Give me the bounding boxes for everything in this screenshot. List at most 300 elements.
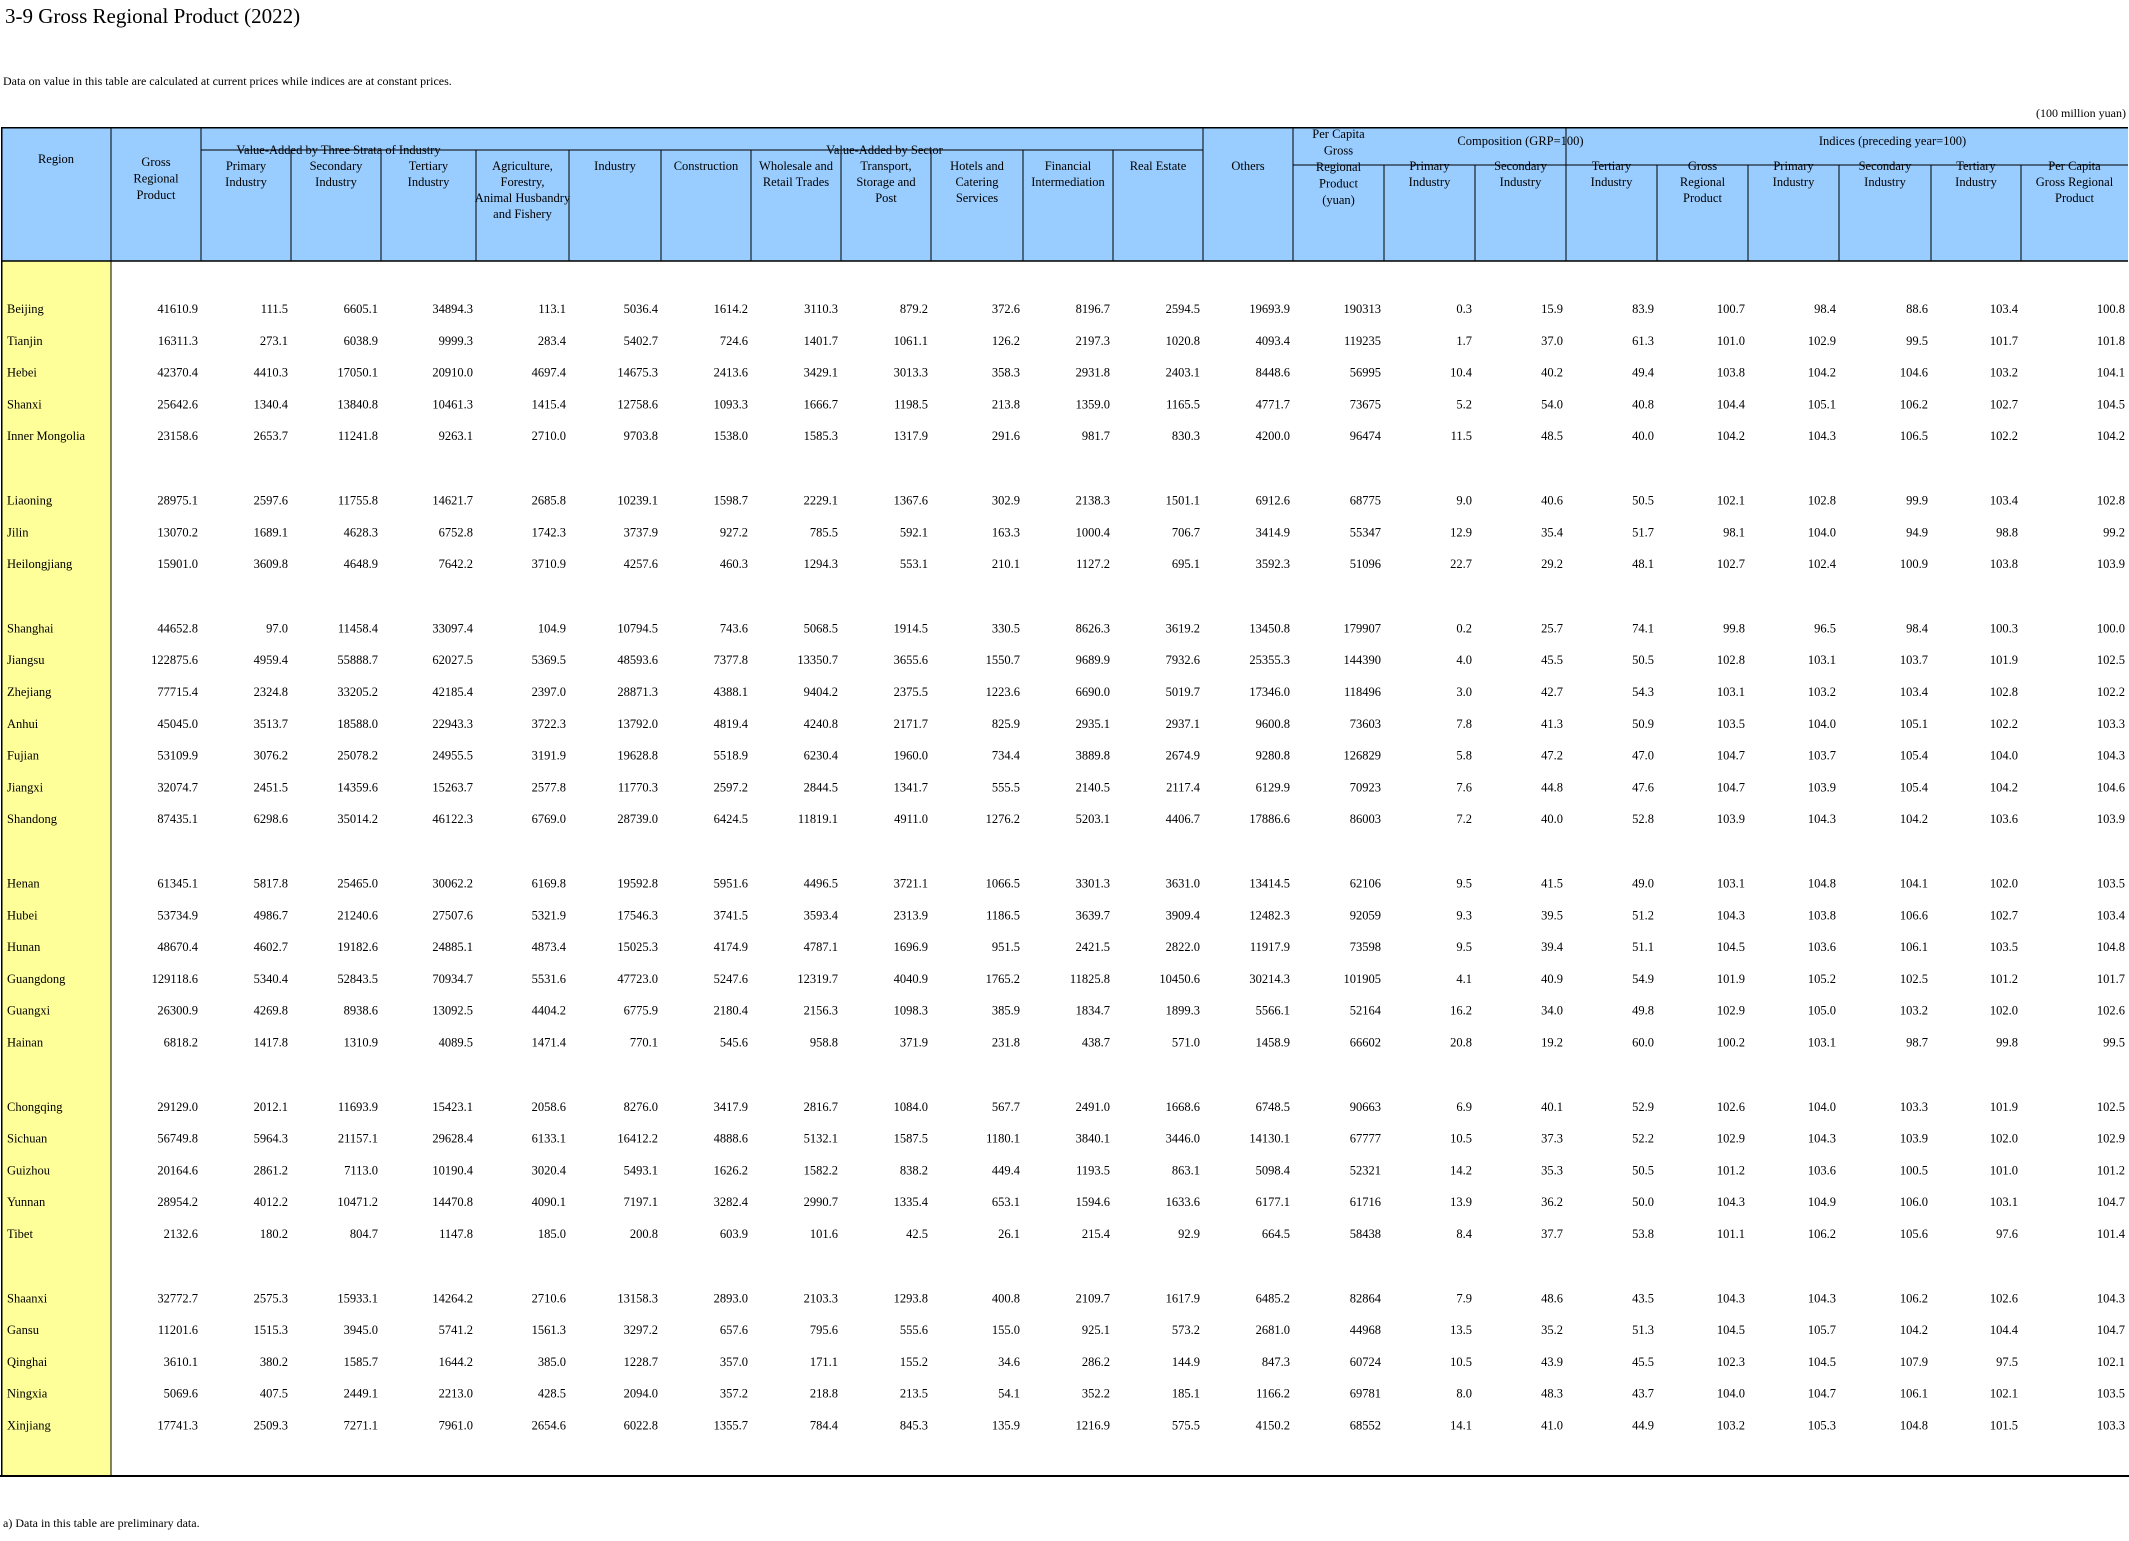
- header-by-sector: Value-Added by Sector: [826, 143, 943, 157]
- table-cell: 2654.6: [531, 1418, 566, 1433]
- table-cell: 15901.0: [157, 557, 198, 572]
- table-cell: 2822.0: [1165, 940, 1200, 955]
- table-cell: 1587.5: [893, 1131, 928, 1146]
- table-cell: 103.5: [1716, 716, 1745, 731]
- table-cell: 4200.0: [1255, 429, 1290, 444]
- table-cell: 104.6: [1899, 365, 1928, 380]
- region-name: Xinjiang: [7, 1418, 51, 1433]
- table-cell: 39.5: [1541, 908, 1563, 923]
- table-cell: 19693.9: [1249, 302, 1290, 316]
- table-cell: 101.9: [1989, 1099, 2018, 1114]
- table-cell: 5817.8: [253, 876, 288, 891]
- header-sector-col: Animal Husbandry: [474, 191, 571, 205]
- table-cell: 99.2: [2103, 525, 2125, 540]
- table-cell: 98.1: [1723, 525, 1745, 540]
- table-cell: 106.1: [1899, 940, 1928, 955]
- table-cell: 11825.8: [1069, 971, 1110, 986]
- region-name: Jilin: [7, 525, 29, 540]
- table-cell: 603.9: [719, 1227, 748, 1241]
- table-cell: 62027.5: [432, 653, 473, 668]
- table-cell: 29628.4: [432, 1131, 473, 1146]
- table-cell: 6129.9: [1255, 780, 1290, 795]
- table-cell: 103.4: [1989, 493, 2018, 508]
- table-cell: 2171.7: [893, 716, 928, 731]
- table-cell: 2681.0: [1255, 1323, 1290, 1338]
- table-cell: 4388.1: [713, 685, 748, 699]
- header-indices: Indices (preceding year=100): [1818, 134, 1967, 148]
- table-cell: 845.3: [899, 1418, 928, 1433]
- table-cell: 102.2: [2096, 685, 2125, 699]
- table-note: Data on value in this table are calculated at current prices while indices are at constant prices.: [3, 74, 452, 88]
- table-cell: 13350.7: [797, 653, 838, 668]
- table-cell: 2397.0: [531, 685, 566, 699]
- table-cell: 26300.9: [157, 1003, 198, 1018]
- table-cell: 101.2: [2096, 1163, 2125, 1178]
- table-cell: 1093.3: [713, 397, 748, 412]
- table-cell: 104.7: [1807, 1386, 1836, 1401]
- table-cell: 14264.2: [432, 1291, 473, 1306]
- table-cell: 7.2: [1456, 812, 1472, 827]
- table-cell: 6169.8: [531, 876, 566, 891]
- table-cell: 1228.7: [623, 1354, 658, 1369]
- table-cell: 104.0: [1807, 716, 1836, 731]
- header-per-capita-grp: Regional: [1315, 160, 1362, 174]
- table-cell: 103.4: [1989, 302, 2018, 316]
- region-name: Fujian: [7, 748, 39, 763]
- table-cell: 357.0: [719, 1354, 748, 1369]
- footnote: a) Data in this table are preliminary data.: [3, 1516, 200, 1530]
- table-cell: 102.5: [2096, 653, 2125, 668]
- table-cell: 10450.6: [1159, 971, 1200, 986]
- table-cell: 1417.8: [253, 1035, 288, 1050]
- table-cell: 102.2: [1989, 716, 2018, 731]
- table-cell: 48.6: [1541, 1291, 1563, 1306]
- table-cell: 0.2: [1456, 621, 1472, 636]
- table-cell: 1834.7: [1075, 1003, 1110, 1018]
- table-cell: 784.4: [809, 1418, 838, 1433]
- table-cell: 48.5: [1541, 429, 1563, 444]
- table-cell: 3737.9: [623, 525, 658, 540]
- table-cell: 70934.7: [432, 971, 473, 986]
- table-cell: 4628.3: [343, 525, 378, 540]
- table-cell: 61.3: [1632, 333, 1654, 348]
- table-cell: 30214.3: [1249, 971, 1290, 986]
- table-cell: 734.4: [991, 748, 1020, 763]
- table-cell: 5951.6: [713, 876, 748, 891]
- table-cell: 13840.8: [337, 397, 378, 412]
- table-cell: 104.3: [1716, 1195, 1745, 1210]
- header-per-capita-grp: Per Capita: [1312, 127, 1365, 141]
- table-cell: 785.5: [809, 525, 838, 540]
- table-cell: 104.1: [2096, 365, 2125, 380]
- table-cell: 5247.6: [713, 971, 748, 986]
- table-cell: 13.9: [1450, 1195, 1472, 1210]
- table-cell: 104.3: [2096, 748, 2125, 763]
- table-cell: 7932.6: [1165, 653, 1200, 668]
- table-cell: 6424.5: [713, 812, 748, 827]
- table-cell: 103.1: [1807, 653, 1836, 668]
- table-cell: 1614.2: [713, 302, 748, 316]
- table-cell: 135.9: [991, 1418, 1020, 1433]
- table-cell: 113.1: [538, 302, 566, 316]
- table-cell: 1742.3: [531, 525, 566, 540]
- table-cell: 87435.1: [157, 812, 198, 827]
- table-cell: 103.8: [1716, 365, 1745, 380]
- table-cell: 101.6: [809, 1227, 838, 1241]
- table-cell: 155.2: [899, 1354, 928, 1369]
- header-sector-col: Agriculture,: [492, 159, 553, 173]
- table-cell: 58438: [1349, 1227, 1381, 1241]
- table-cell: 1198.5: [894, 397, 928, 412]
- table-cell: 545.6: [719, 1035, 748, 1050]
- table-cell: 11819.1: [797, 812, 838, 827]
- table-cell: 925.1: [1081, 1323, 1110, 1338]
- table-cell: 1293.8: [893, 1291, 928, 1306]
- table-cell: 4410.3: [253, 365, 288, 380]
- table-cell: 2138.3: [1075, 493, 1110, 508]
- table-cell: 99.5: [2103, 1035, 2125, 1050]
- table-cell: 53.8: [1632, 1227, 1654, 1241]
- table-cell: 1550.7: [985, 653, 1020, 668]
- table-cell: 10.5: [1450, 1131, 1472, 1146]
- table-cell: 428.5: [537, 1386, 566, 1401]
- table-cell: 48593.6: [617, 653, 658, 668]
- table-cell: 104.2: [1899, 812, 1928, 827]
- table-cell: 35.2: [1541, 1323, 1563, 1338]
- table-cell: 98.7: [1906, 1035, 1928, 1050]
- table-cell: 104.7: [2096, 1323, 2125, 1338]
- table-cell: 13792.0: [617, 716, 658, 731]
- header-index-col: Regional: [1679, 175, 1726, 189]
- table-cell: 6769.0: [531, 812, 566, 827]
- table-cell: 5203.1: [1075, 812, 1110, 827]
- table-cell: 5036.4: [623, 302, 658, 316]
- table-cell: 4771.7: [1255, 397, 1290, 412]
- table-cell: 4257.6: [623, 557, 658, 572]
- table-cell: 180.2: [259, 1227, 288, 1241]
- table-cell: 24885.1: [432, 940, 473, 955]
- region-name: Tianjin: [7, 333, 43, 348]
- table-cell: 1180.1: [986, 1131, 1020, 1146]
- table-cell: 1084.0: [893, 1099, 928, 1114]
- header-composition-col: Industry: [1408, 175, 1451, 189]
- table-cell: 9999.3: [438, 333, 473, 348]
- table-cell: 371.9: [899, 1035, 928, 1050]
- table-cell: 50.5: [1632, 1163, 1654, 1178]
- table-cell: 104.3: [1716, 1291, 1745, 1306]
- header-sector-col: Catering: [955, 175, 999, 189]
- table-cell: 1538.0: [713, 429, 748, 444]
- table-cell: 5964.3: [253, 1131, 288, 1146]
- table-cell: 41.0: [1541, 1418, 1563, 1433]
- table-cell: 98.4: [1906, 621, 1928, 636]
- header-sector-col: Construction: [673, 159, 739, 173]
- table-cell: 47.0: [1632, 748, 1654, 763]
- table-cell: 1617.9: [1165, 1291, 1200, 1306]
- table-bottom-rule: [0, 1475, 2129, 1477]
- table-cell: 10.4: [1450, 365, 1472, 380]
- table-cell: 200.8: [629, 1227, 658, 1241]
- table-cell: 104.0: [1807, 525, 1836, 540]
- table-cell: 2421.5: [1075, 940, 1110, 955]
- region-name: Guangdong: [7, 971, 66, 986]
- table-cell: 9404.2: [803, 685, 838, 699]
- table-cell: 15025.3: [617, 940, 658, 955]
- table-cell: 19628.8: [617, 748, 658, 763]
- table-cell: 6038.9: [343, 333, 378, 348]
- table-cell: 879.2: [899, 302, 928, 316]
- table-cell: 11241.8: [337, 429, 378, 444]
- region-name: Hunan: [7, 940, 41, 955]
- table-cell: 6298.6: [253, 812, 288, 827]
- table-cell: 103.6: [1807, 1163, 1836, 1178]
- table-cell: 1696.9: [893, 940, 928, 955]
- table-cell: 9280.8: [1255, 748, 1290, 763]
- table-cell: 45.5: [1632, 1354, 1654, 1369]
- table-cell: 11770.3: [617, 780, 658, 795]
- table-cell: 1765.2: [985, 971, 1020, 986]
- table-cell: 98.8: [1996, 525, 2018, 540]
- table-cell: 1310.9: [343, 1035, 378, 1050]
- table-cell: 103.4: [1899, 685, 1928, 699]
- table-cell: 68775: [1349, 493, 1381, 508]
- page-title: 3-9 Gross Regional Product (2022): [5, 4, 301, 28]
- table-cell: 25355.3: [1249, 653, 1290, 668]
- header-composition: Composition (GRP=100): [1457, 134, 1584, 148]
- table-cell: 1359.0: [1075, 397, 1110, 412]
- table-cell: 1066.5: [985, 876, 1020, 891]
- region-name: Tibet: [7, 1227, 33, 1241]
- region-name: Jiangsu: [7, 653, 45, 668]
- table-cell: 28739.0: [617, 812, 658, 827]
- table-cell: 3710.9: [531, 557, 566, 572]
- header-composition-col: Secondary: [1494, 159, 1547, 173]
- table-cell: 1294.3: [803, 557, 838, 572]
- table-cell: 56749.8: [157, 1131, 198, 1146]
- table-cell: 2597.2: [713, 780, 748, 795]
- gross-regional-product-table: [1, 127, 2128, 1477]
- table-cell: 101.5: [1989, 1418, 2018, 1433]
- table-cell: 2324.8: [253, 685, 288, 699]
- table-cell: 103.9: [2096, 557, 2125, 572]
- table-cell: 30062.2: [432, 876, 473, 891]
- table-cell: 1193.5: [1076, 1163, 1110, 1178]
- table-cell: 2094.0: [623, 1386, 658, 1401]
- header-sector-col: Intermediation: [1031, 175, 1105, 189]
- table-cell: 3609.8: [253, 557, 288, 572]
- table-cell: 9.3: [1456, 908, 1472, 923]
- table-cell: 42370.4: [157, 365, 198, 380]
- table-cell: 34.0: [1541, 1003, 1563, 1018]
- region-name: Heilongjiang: [7, 557, 73, 572]
- header-sector-col: Post: [875, 191, 897, 205]
- table-cell: 10.5: [1450, 1354, 1472, 1369]
- table-cell: 34894.3: [432, 302, 473, 316]
- table-cell: 3076.2: [253, 748, 288, 763]
- table-cell: 706.7: [1171, 525, 1200, 540]
- table-cell: 13158.3: [617, 1291, 658, 1306]
- table-cell: 4787.1: [803, 940, 838, 955]
- table-cell: 102.9: [1716, 1003, 1745, 1018]
- table-cell: 40.6: [1541, 493, 1563, 508]
- table-cell: 13414.5: [1249, 876, 1290, 891]
- table-cell: 15263.7: [432, 780, 473, 795]
- table-cell: 9.5: [1456, 940, 1472, 955]
- table-cell: 103.1: [1989, 1195, 2018, 1210]
- table-cell: 438.7: [1081, 1035, 1110, 1050]
- table-cell: 7377.8: [713, 653, 748, 668]
- table-cell: 102.8: [1989, 685, 2018, 699]
- table-cell: 104.1: [1899, 876, 1928, 891]
- table-cell: 144.9: [1171, 1354, 1200, 1369]
- header-sector-col: and Fishery: [493, 207, 552, 221]
- table-cell: 573.2: [1171, 1323, 1200, 1338]
- table-cell: 14621.7: [432, 493, 473, 508]
- header-sector-col: Industry: [594, 159, 636, 173]
- table-cell: 2816.7: [803, 1099, 838, 1114]
- table-cell: 1276.2: [985, 812, 1020, 827]
- table-cell: 40.0: [1541, 812, 1563, 827]
- table-cell: 104.5: [1716, 1323, 1745, 1338]
- table-cell: 129118.6: [151, 971, 198, 986]
- header-index-col: Primary: [1773, 159, 1814, 173]
- table-cell: 863.1: [1171, 1163, 1200, 1178]
- header-sector-col: Transport,: [860, 159, 912, 173]
- table-cell: 2653.7: [253, 429, 288, 444]
- table-cell: 104.7: [1716, 748, 1745, 763]
- table-cell: 90663: [1349, 1099, 1381, 1114]
- table-cell: 101905: [1343, 971, 1381, 986]
- table-cell: 14.2: [1450, 1163, 1472, 1178]
- table-cell: 273.1: [259, 333, 288, 348]
- table-cell: 104.3: [1807, 429, 1836, 444]
- table-cell: 1000.4: [1075, 525, 1110, 540]
- table-cell: 17741.3: [157, 1418, 198, 1433]
- table-cell: 4602.7: [253, 940, 288, 955]
- table-cell: 103.6: [1807, 940, 1836, 955]
- header-sector-col: Forestry,: [500, 175, 545, 189]
- table-cell: 6230.4: [803, 748, 838, 763]
- table-cell: 3414.9: [1255, 525, 1290, 540]
- table-cell: 45045.0: [157, 716, 198, 731]
- header-index-col: Per Capita: [2048, 159, 2101, 173]
- table-cell: 3297.2: [623, 1323, 658, 1338]
- table-cell: 8.0: [1456, 1386, 1472, 1401]
- table-cell: 12.9: [1450, 525, 1472, 540]
- table-cell: 3429.1: [803, 365, 838, 380]
- table-cell: 825.9: [991, 716, 1020, 731]
- table-cell: 42.7: [1541, 685, 1563, 699]
- table-cell: 1515.3: [253, 1323, 288, 1338]
- table-cell: 105.0: [1807, 1003, 1836, 1018]
- table-cell: 104.7: [2096, 1195, 2125, 1210]
- table-cell: 104.3: [1807, 812, 1836, 827]
- table-cell: 10471.2: [337, 1195, 378, 1210]
- table-cell: 3721.1: [893, 876, 928, 891]
- table-cell: 19.2: [1541, 1035, 1563, 1050]
- table-cell: 15.9: [1541, 302, 1563, 316]
- table-cell: 122875.6: [151, 653, 198, 668]
- header-index-col: Tertiary: [1956, 159, 1996, 173]
- region-name: Shanghai: [7, 621, 54, 636]
- table-cell: 9.0: [1456, 493, 1472, 508]
- header-three-strata: Value-Added by Three Strata of Industry: [236, 143, 441, 157]
- table-cell: 35.3: [1541, 1163, 1563, 1178]
- table-cell: 105.6: [1899, 1227, 1928, 1241]
- table-cell: 449.4: [991, 1163, 1020, 1178]
- table-cell: 358.3: [991, 365, 1020, 380]
- table-cell: 5402.7: [623, 333, 658, 348]
- table-cell: 1582.2: [803, 1163, 838, 1178]
- table-cell: 104.8: [1807, 876, 1836, 891]
- table-cell: 1341.7: [893, 780, 928, 795]
- table-cell: 103.9: [2096, 812, 2125, 827]
- table-cell: 6605.1: [343, 302, 378, 316]
- table-cell: 1501.1: [1165, 493, 1200, 508]
- table-cell: 53109.9: [157, 748, 198, 763]
- table-cell: 61345.1: [157, 876, 198, 891]
- table-cell: 14359.6: [337, 780, 378, 795]
- table-cell: 14675.3: [617, 365, 658, 380]
- table-cell: 657.6: [719, 1323, 748, 1338]
- table-cell: 104.3: [1807, 1131, 1836, 1146]
- table-cell: 103.1: [1716, 685, 1745, 699]
- table-cell: 86003: [1349, 812, 1381, 827]
- table-cell: 107.9: [1899, 1354, 1928, 1369]
- table-cell: 1340.4: [253, 397, 288, 412]
- region-name: Qinghai: [7, 1354, 48, 1369]
- table-cell: 0.3: [1456, 302, 1472, 316]
- table-cell: 48.1: [1632, 557, 1654, 572]
- table-cell: 103.2: [1899, 1003, 1928, 1018]
- table-cell: 42.5: [906, 1227, 928, 1241]
- region-name: Jiangxi: [7, 780, 44, 795]
- table-cell: 4404.2: [531, 1003, 566, 1018]
- table-cell: 102.9: [1716, 1131, 1745, 1146]
- table-cell: 119235: [1343, 333, 1381, 348]
- table-cell: 104.4: [1989, 1323, 2018, 1338]
- table-cell: 6912.6: [1255, 493, 1290, 508]
- table-cell: 96.5: [1814, 621, 1836, 636]
- table-cell: 33205.2: [337, 685, 378, 699]
- table-cell: 372.6: [991, 302, 1020, 316]
- table-cell: 40.0: [1632, 429, 1654, 444]
- table-cell: 18588.0: [337, 716, 378, 731]
- table-cell: 3513.7: [253, 716, 288, 731]
- table-cell: 155.0: [991, 1323, 1020, 1338]
- table-cell: 7197.1: [623, 1195, 658, 1210]
- table-cell: 5493.1: [623, 1163, 658, 1178]
- table-cell: 11458.4: [337, 621, 378, 636]
- table-cell: 12758.6: [617, 397, 658, 412]
- table-cell: 2594.5: [1165, 302, 1200, 316]
- table-cell: 2451.5: [253, 780, 288, 795]
- table-cell: 104.5: [2096, 397, 2125, 412]
- table-cell: 7113.0: [344, 1163, 378, 1178]
- table-cell: 36.2: [1541, 1195, 1563, 1210]
- table-cell: 97.0: [266, 621, 288, 636]
- table-cell: 8938.6: [343, 1003, 378, 1018]
- table-cell: 51.1: [1632, 940, 1654, 955]
- table-cell: 695.1: [1171, 557, 1200, 572]
- table-cell: 7961.0: [438, 1418, 473, 1433]
- table-cell: 22943.3: [432, 716, 473, 731]
- table-cell: 5.2: [1456, 397, 1472, 412]
- table-cell: 7271.1: [343, 1418, 378, 1433]
- table-cell: 104.0: [1989, 748, 2018, 763]
- table-cell: 1598.7: [713, 493, 748, 508]
- table-cell: 1216.9: [1075, 1418, 1110, 1433]
